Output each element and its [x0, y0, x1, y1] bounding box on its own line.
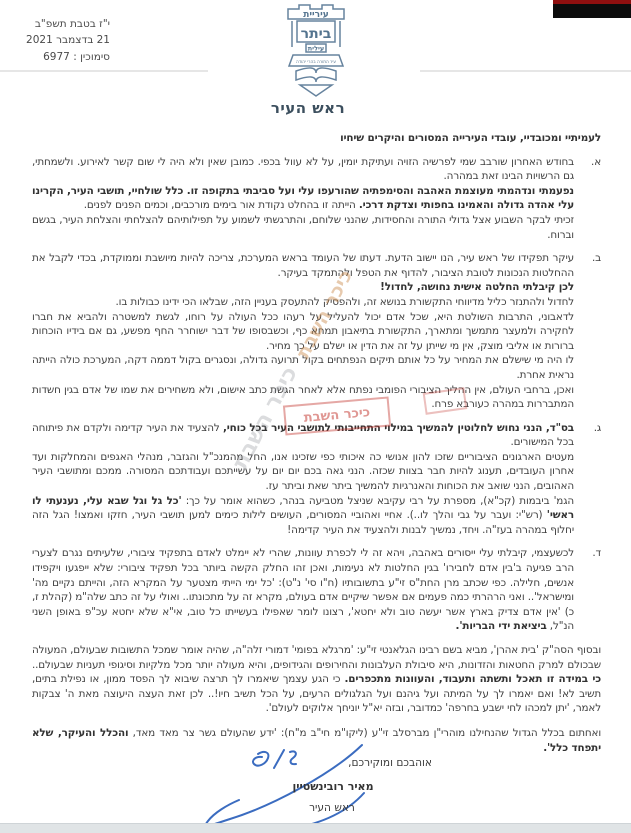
salutation: לעמיתיי ומכובדיי, עובדי העירייה המסורים והיקרים שיחיו: [340, 132, 601, 144]
paragraph: מעטים הארגונים הציבוריים שזכו להון אנושי כה איכותי כפי שזכינו אנו, החל מהמנכ"ל והגזבר, מנהלי האגפים והמחלקות ועד אחרון העובדים, תענוג להיות חבר בצוות שכזה. הנני גאה בכם יום יום על עשייתכם ועבודתכם המסורה. ממכם ומתושבי העיר האהובים, הנני שואב את הכוחות והאנרגיות להמשיך ביתר שאת וביתר עז.: [32, 450, 574, 493]
gregorian-date: 21 בדצמבר 2021: [26, 34, 110, 47]
paragraph: בס"ד, הנני נחוש לחלוטין להמשיך במילוי התחייבותי לתושבי העיר בכל כוחי, להצעיד את העיר קדימה ולקדם את פיתוחה בכל המישורים.: [32, 421, 574, 449]
paragraph: נפעמתי ונדהמתי מעוצמת האהבה והסימפתיה שהורעפו עלי ועל סביבתי בתקופה זו. כלל שולחיי, תושבי העיר, הקרינו עלי אהדה גדולה והאמינו בחפותי וצדקת דרכי. הייתה זו בהחלט נקודת אור בימים מורכבים, וכמים הפנים לפנים.: [32, 184, 574, 212]
scan-artifact-line: [0, 70, 208, 72]
page-bottom-edge: [0, 823, 631, 833]
paragraph: ובסוף הסה"ק 'בית אהרן', מביא בשם רבינו הגלאנטי זי"ע: 'מרגלא בפומי' דמורי זלה"ה, שהיה אומר שמכל התשובות שבעולם, המעולה שבכולם למרק החטאות והזדונות, היא סיבולת העלבונות והחירופים והגידופים, והיא מעולה יותר מכל מלקיות וסיגופי תעניות שבעולם.. כי במידה זו תאכל ותשתה ותעבוד, והעוונות מתכפרים. כי הגע עצמך שיאמרו לך תרצה שיבוא לך הפסד ממון, או נפילת בתים, תשיב לא! ואם יאמרו לך על המיתה ועל גיהנם ועל הגלגולים הרעים, על הכל תשיב חיו!.. לכן זאת העצה היעוצה מאת ה' צבקות לאמר, 'יתן למכהו לחי ישבע בחרפה' כמדובר, ובזה יא"ל יוניחך אלוקים לעולם'.: [32, 644, 601, 715]
section-marker: ג.: [593, 421, 601, 434]
paragraph: ואכן, ברחבי העולם, אין ההליך הציבורי הפומבי נפתח אלא לאחר הגשת כתב אישום, ולא משחירים את שמו של אדם בגין חשדות המתבררות במהרה כעורבא פרח.: [32, 383, 574, 411]
svg-text:עיריית: עיריית: [302, 10, 329, 20]
letter-body: [32, 131, 601, 765]
reference-number: סימוכין : 6977: [43, 50, 110, 63]
paragraph: זכיתי לבקר השבוע אצל גדולי התורה והחסידות, שהנני שלוחם, והתרגשתי לשמוע על תפילותיהם להצלחתי והצלחת העיר, בגשם וברוח.: [32, 213, 574, 241]
svg-text:עילית: עילית: [307, 44, 324, 53]
watermark-tan-text: כיכר השבת: [292, 266, 358, 363]
letter-section: [32, 251, 601, 412]
paragraph: לכן קיבלתי החלטה אישית נחושה, לחדול!: [380, 281, 574, 294]
letter-section: [32, 421, 601, 538]
paragraph: לדאבוני, התרבות השולטת היא, שכל אדם יכול להעליל על רעהו ככל העולה על רוחו, לגשת למשטרה ולהביא את חברו לחקירה ולמעצר מתמשך ומתארך, התקשורת בתיאבון תמחא כף, וכשבסופו של דבר ישוחרר החף מפשע, גם אם בידיו הוכחות ברורות או אליבי מוצק, אין מי שייתן על זה את הדין או ישלם על כך מחיר.: [32, 310, 574, 352]
section-marker: א.: [591, 155, 601, 168]
signatory-title: ראש העיר: [309, 802, 355, 814]
paragraph: ואחתום בכלל הגדול שהנחילנו מוהרי"ן מברסלב זי"ע (ליקו"מ חי"ב מ"ח): 'ידע שהעולם גשר צר מאד מאד, והכלל והעיקר, שלא יתפחד כלל'.: [32, 726, 601, 754]
paragraph: לו היה מי שישלם את המחיר על כל אותם תיקים הנפתחים בקול תרועה גדולה, ונסגרים בקול דממה דקה, המערכת כולה הייתה נראית אחרת.: [32, 354, 574, 381]
date-block: [14, 16, 110, 65]
scan-artifact-line: [420, 70, 631, 72]
handwritten-initials: [246, 748, 302, 772]
video-progress-bar: [553, 0, 631, 4]
municipal-emblem-icon: [283, 3, 349, 97]
paragraph: לכשעצמי, קיבלתי עלי ייסורים באהבה, ויהא זה לי לכפרת עוונות, שהרי לא יימלט לאדם בתפקיד ציבורי, שלעיתים נגרם לצערי הרב פגיעה ב'בין אדם לחבירו' בגין החלטות לא נעימות, ואכן זהו החלק הקשה ביותר בכל תפקיד ציבורי: שלא ייפגעו ויקפידו אנשים, חלילה. כפי שכתב מרן החת"ס זי"ע בתשובותיו (ח"ו סי' נ"ט): 'כל ימי הייתי מצטער על המקרא הזה, והייתם נקיים מה' ומישראל'.. ואני הרהרתי כמה פעמים אם אפשר שיקיים אדם בעולם, מקרא זה על מתכונתו.. ואולי על זה כתב שלה"מ (קהלת ז, כ) 'אין אדם צדיק בארץ אשר יעשה טוב ולא יחטא', רצונו לומר שאפילו בעשייתו כל טוב, אי"א שלא יחטא עכ"פ באופן השני הנ"ל, ביציאת ידי הבריות'.: [32, 547, 574, 633]
signature-closing: אוהבכם ומוקירכם,: [348, 757, 432, 769]
office-title: ראש העיר: [270, 99, 346, 117]
letter-section: [32, 546, 601, 634]
letter-closing-paragraphs: [32, 643, 601, 755]
paragraph: בחודש האחרון שורבב שמי לפרשיה הזויה ועתיקת יומין, על לא עוול בכפי. כמובן שאין ולא היה לי שום קשר לאירוע. ולשמחתי, גם הרשויות הבינו זאת במהרה.: [32, 155, 574, 183]
signatory-name: מאיר רובינשטיין: [292, 780, 374, 793]
section-marker: ב.: [591, 252, 601, 265]
paragraph: עיקר תפקידו של ראש עיר, הנו יישוב הדעת. דעתו של העומד בראש המערכת, צריכה להיות מיושבת וממוקדת, בכדי לקבל את ההחלטות הנכונות לטובת הציבור, להדוף את הטפל ולהתמקד בעיקר.: [32, 252, 574, 279]
video-player-artifact[interactable]: [553, 0, 631, 18]
letter-section: [32, 155, 601, 243]
svg-text:עיר התורה בהרי יהודה: עיר התורה בהרי יהודה: [295, 59, 336, 64]
svg-text:ביתר: ביתר: [300, 26, 331, 42]
section-marker: ד.: [592, 547, 601, 560]
letter-sections: [32, 155, 601, 634]
paragraph: לחדול ולהתנזר כליל מדיווחי התקשורת בנושא זה, ולהפסיק להתעסק בעניין הזה, שבלאו הכי ידינו כבולות בו.: [115, 295, 574, 308]
watermark-red-stamp: כיכר השבת: [283, 396, 391, 435]
watermark-gray-text: כיכר השבת: [228, 362, 303, 474]
hebrew-date: י"ז בטבת תשפ"ב: [34, 18, 110, 30]
paragraph: הגמ' ביבמות (קכ"א), מספרת על רבי עקיבא שניצל מטביעה בנהר, כשהוא אומר על כך: 'כל גל וגל שבא עלי, נענעתי לו ראשי' (רש"י: ועבר על גבי והלך לו..). אחיי ואהוביי המסורים, העושים לילות כימים למען תושבי העיר, חזקו ואמצו! הגל הזה יחלוף במהרה בעז"ה. ויחד, נמשיך לבנות ולהצעיד את העיר קדימה!: [32, 494, 574, 536]
